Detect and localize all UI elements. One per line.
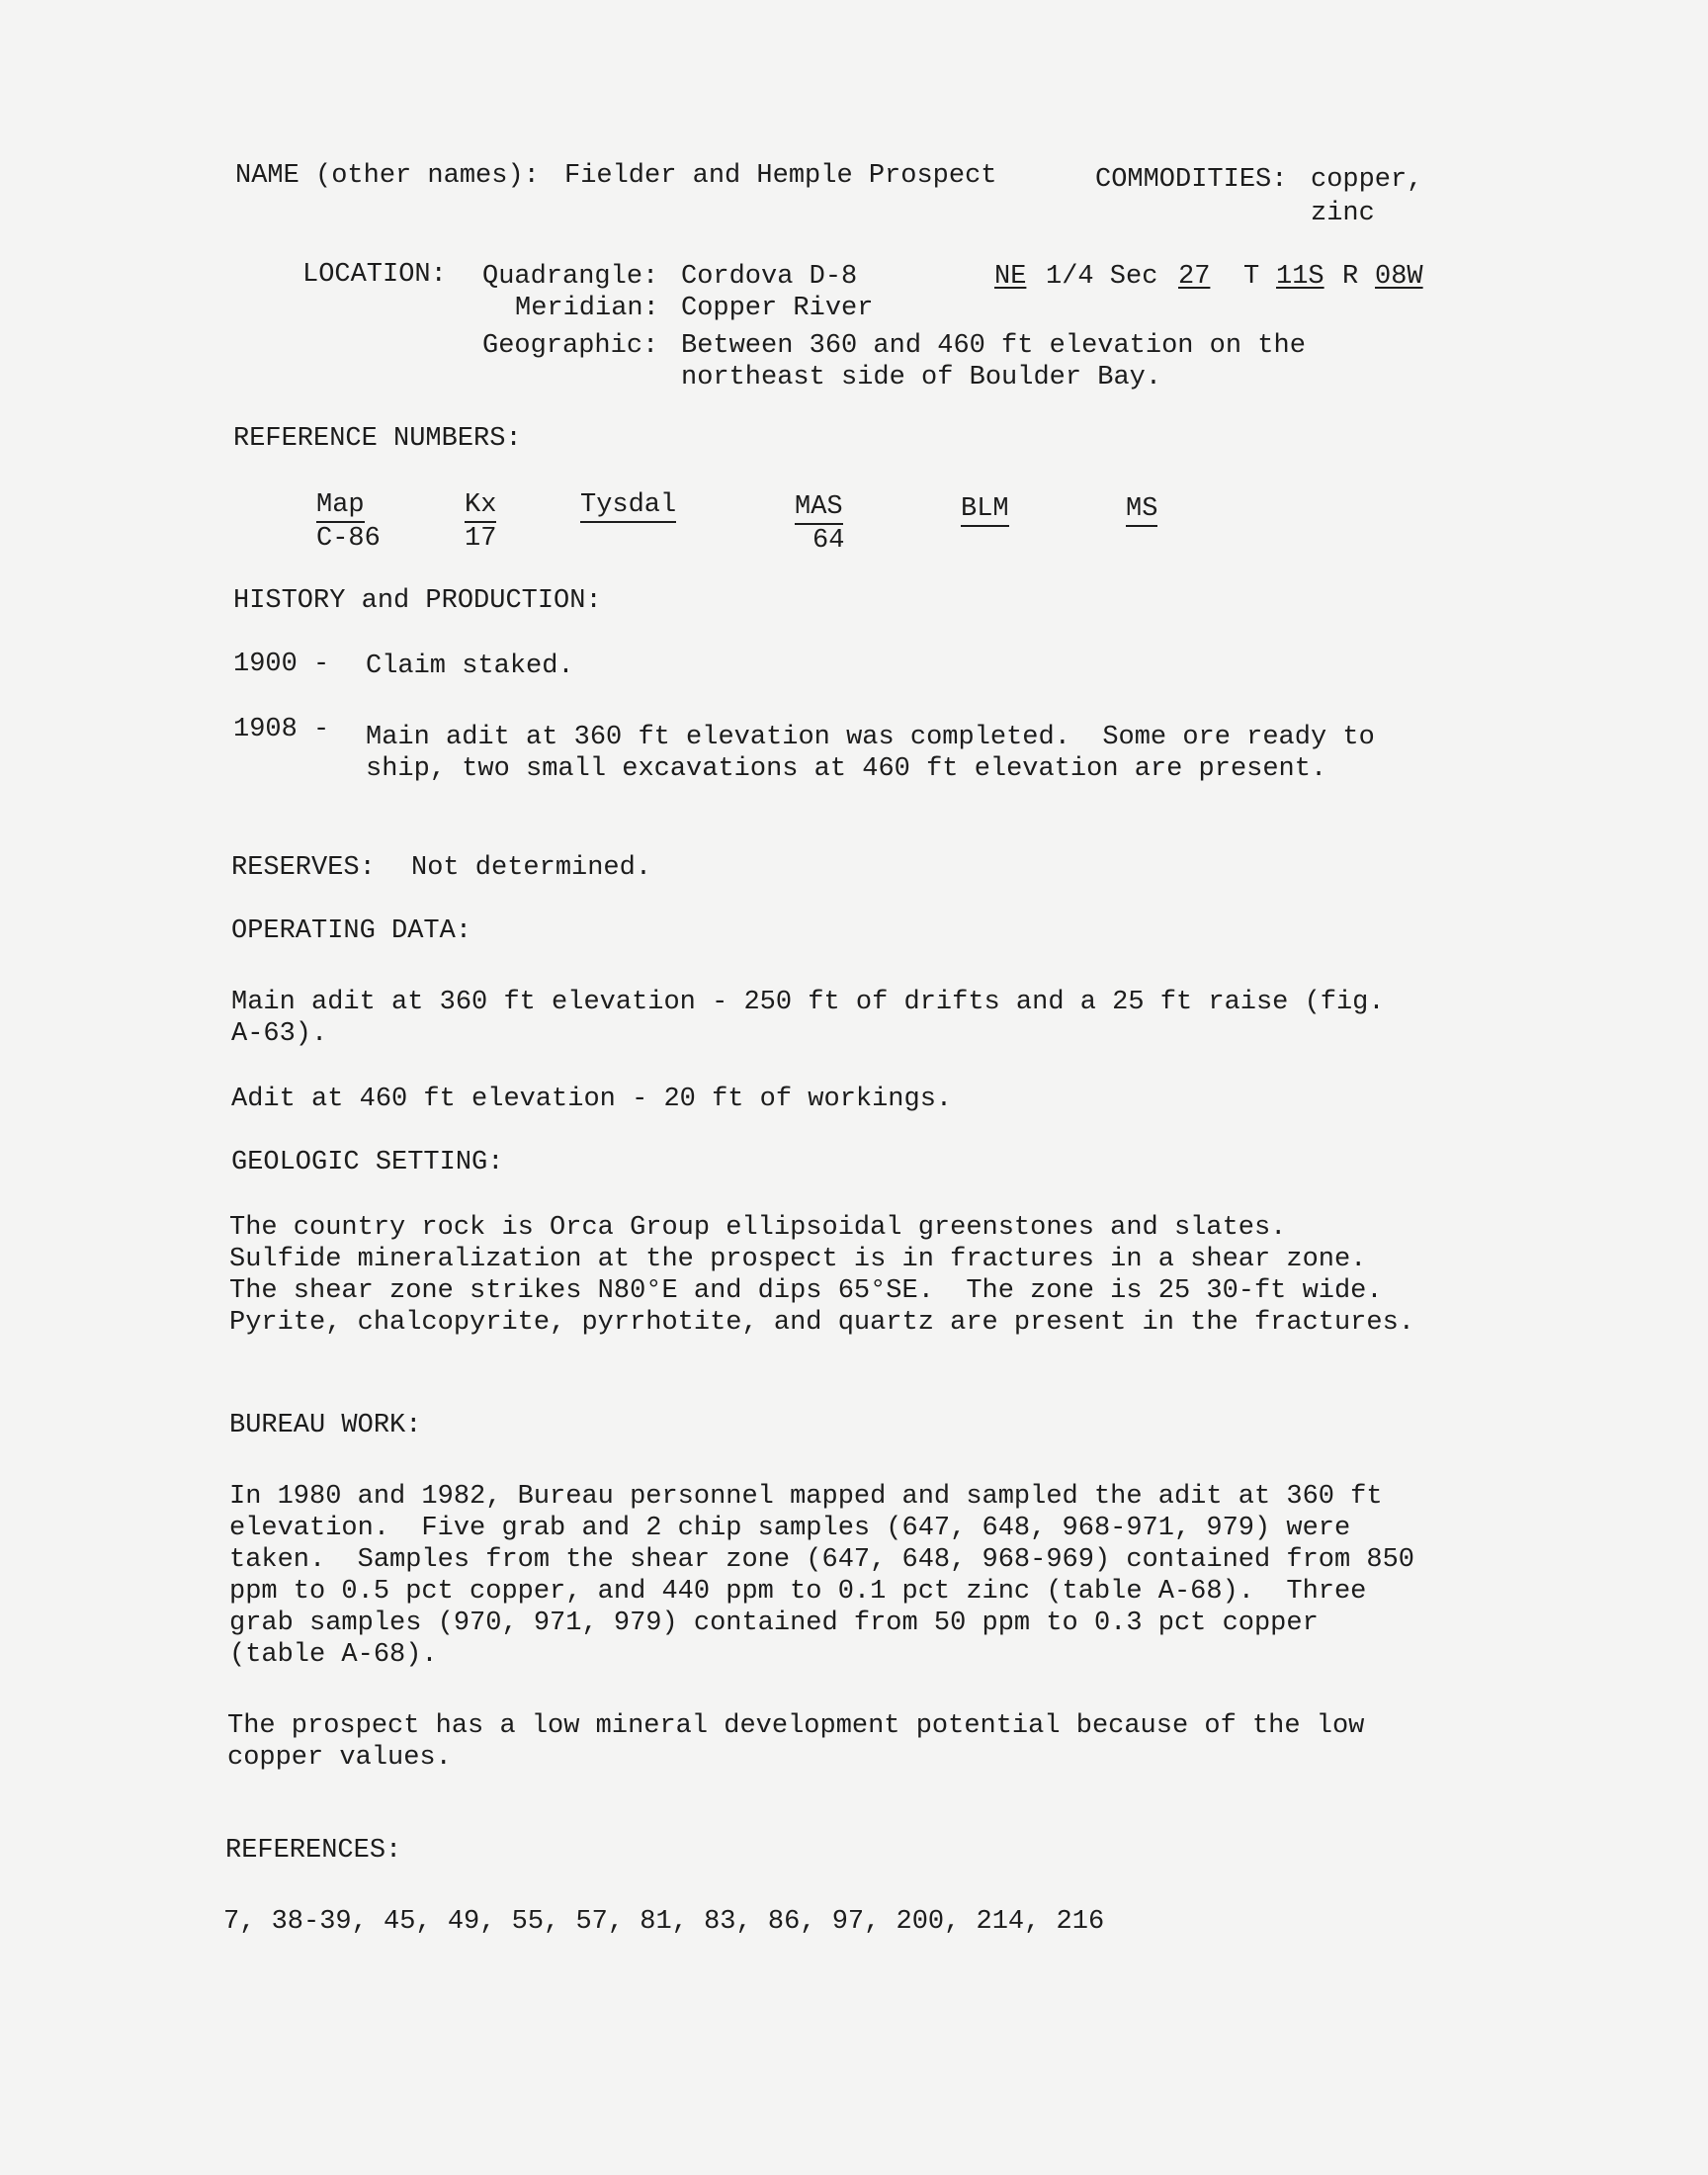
quadrangle-value: Cordova D-8 [681,262,858,292]
operating-p2: Adit at 460 ft elevation - 20 ft of workings. [231,1085,953,1114]
meridian-value: Copper River [681,294,874,323]
history-text-1908-line1: Main adit at 360 ft elevation was completed. Some ore ready to [366,723,1375,752]
ref-mas-value: 64 [812,526,845,556]
history-year-1900: 1900 - [233,650,330,679]
bureau-heading: BUREAU WORK: [229,1411,422,1440]
bureau-p2-line: copper values. [227,1743,452,1773]
references-heading: REFERENCES: [225,1836,402,1866]
name-label: NAME (other names): [235,161,540,191]
geologic-line: Sulfide mineralization at the prospect is in fractures in a shear zone. [229,1245,1367,1274]
ref-map-value: C-86 [316,524,381,554]
commodities-label: COMMODITIES: [1095,165,1288,195]
history-heading: HISTORY and PRODUCTION: [233,586,602,616]
township-label: T [1243,262,1260,292]
bureau-p1-line: (table A-68). [229,1640,438,1670]
ref-map-head: Map [316,490,365,523]
reserves-value: Not determined. [411,853,652,883]
operating-p1-line1: Main adit at 360 ft elevation - 250 ft of drifts and a 25 ft raise (fig. [231,988,1385,1017]
geologic-heading: GEOLOGIC SETTING: [231,1148,504,1177]
operating-heading: OPERATING DATA: [231,916,472,946]
reference-numbers-heading: REFERENCE NUMBERS: [233,424,522,454]
ref-kx-value: 17 [465,524,497,554]
quarter-value: NE [994,262,1027,292]
geologic-line: Pyrite, chalcopyrite, pyrrhotite, and quartz are present in the fractures. [229,1308,1414,1338]
geographic-line2: northeast side of Boulder Bay. [681,363,1162,392]
ref-tysdal-head: Tysdal [580,490,676,523]
ref-kx-head: Kx [465,490,496,523]
bureau-p1-line: ppm to 0.5 pct copper, and 440 ppm to 0.1 pct zinc (table A-68). Three [229,1577,1367,1607]
reserves-heading: RESERVES: [231,853,376,883]
geographic-line1: Between 360 and 460 ft elevation on the [681,331,1306,361]
ref-mas-head: MAS [795,492,843,525]
history-text-1908-line2: ship, two small excavations at 460 ft elevation are present. [366,754,1327,784]
bureau-p1-line: In 1980 and 1982, Bureau personnel mapped and sampled the adit at 360 ft [229,1482,1383,1512]
quadrangle-label: Quadrangle: [482,262,659,292]
ref-ms-head: MS [1126,494,1157,527]
meridian-label: Meridian: [515,294,659,323]
range-label: R [1342,262,1359,292]
township-value: 11S [1276,262,1324,292]
geographic-label: Geographic: [482,331,659,361]
bureau-p1-line: elevation. Five grab and 2 chip samples (647, 648, 968-971, 979) were [229,1514,1351,1543]
bureau-p1-line: grab samples (970, 971, 979) contained from 50 ppm to 0.3 pct copper [229,1609,1319,1638]
commodities-line2: zinc [1311,199,1375,228]
bureau-p2-line: The prospect has a low mineral development potential because of the low [227,1711,1365,1741]
ref-blm-head: BLM [961,494,1009,527]
geologic-line: The shear zone strikes N80°E and dips 65°SE. The zone is 25 30-ft wide. [229,1276,1383,1306]
history-text-1900: Claim staked. [366,652,574,681]
bureau-paragraph-1 [229,1481,1414,1671]
commodities-line1: copper, [1311,165,1423,195]
references-value: 7, 38-39, 45, 49, 55, 57, 81, 83, 86, 97, 200, 214, 216 [223,1907,1105,1937]
range-value: 08W [1375,262,1423,292]
history-year-1908: 1908 - [233,715,330,744]
name-value: Fielder and Hemple Prospect [564,161,997,191]
quarter-text: 1/4 Sec [1046,262,1158,292]
operating-p1-line2: A-63). [231,1019,328,1049]
bureau-paragraph-2 [227,1710,1364,1774]
bureau-p1-line: taken. Samples from the shear zone (647, 648, 968-969) contained from 850 [229,1545,1414,1575]
section-value: 27 [1178,262,1211,292]
geologic-paragraph [229,1212,1414,1339]
location-label: LOCATION: [302,260,447,290]
geologic-line: The country rock is Orca Group ellipsoidal greenstones and slates. [229,1213,1287,1243]
